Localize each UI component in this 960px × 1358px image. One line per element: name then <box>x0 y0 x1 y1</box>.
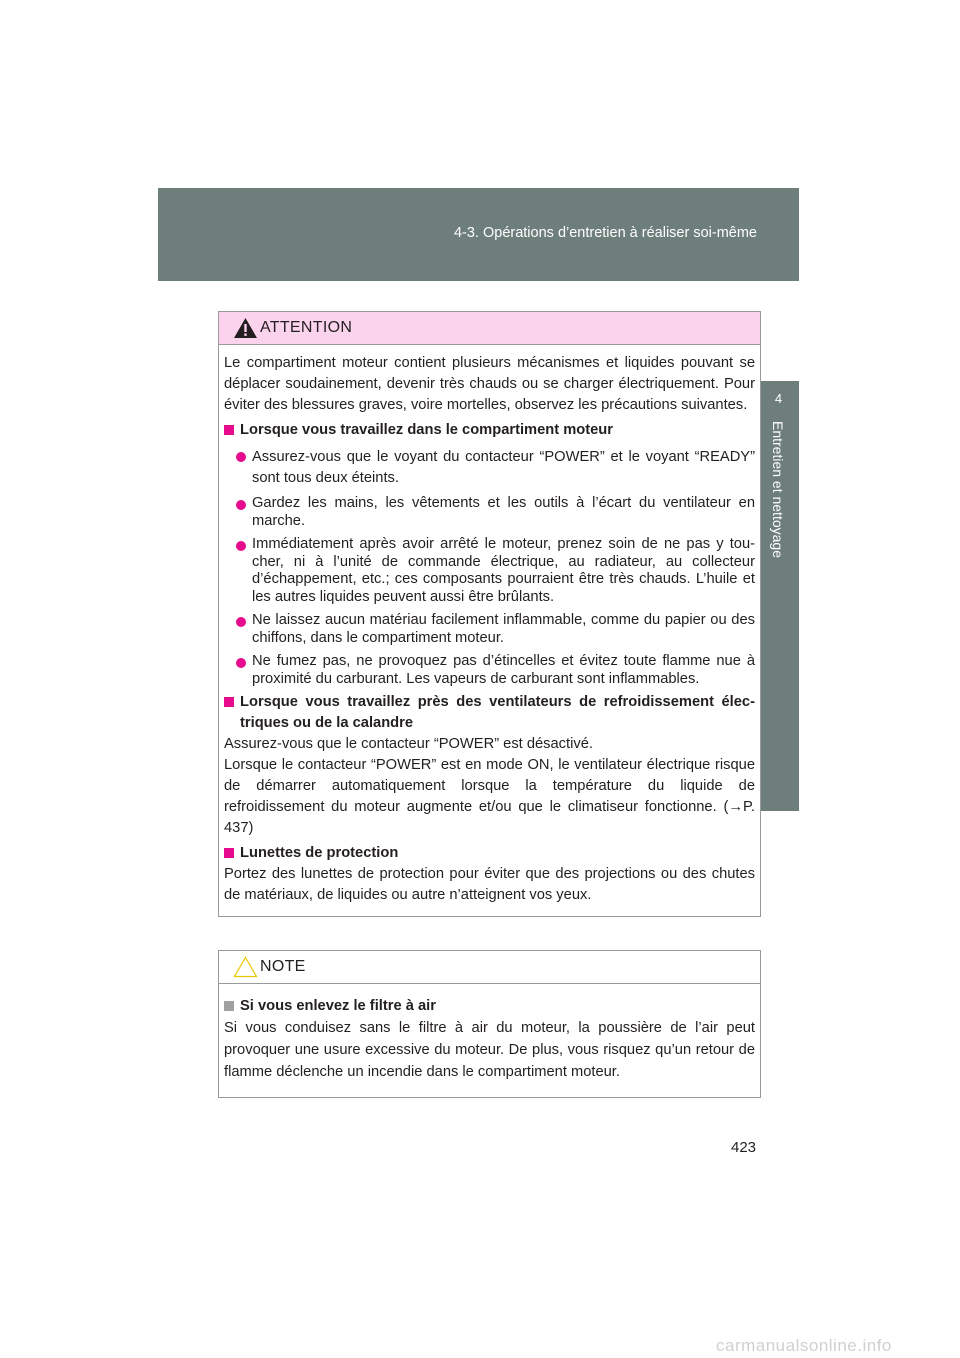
square-bullet-icon <box>224 848 234 858</box>
section-heading: Lorsque vous travaillez dans le compartiment moteur <box>224 420 755 441</box>
note-title: NOTE <box>260 958 306 975</box>
square-bullet-icon <box>224 697 234 707</box>
attention-title: ATTENTION <box>260 319 353 336</box>
page-number: 423 <box>731 1139 757 1156</box>
note-header <box>219 951 760 984</box>
square-bullet-icon <box>224 1001 234 1011</box>
section-title: 4-3. Opérations d’entretien à réaliser soi-même <box>453 225 757 241</box>
chapter-tab <box>758 381 799 811</box>
caution-outline-icon <box>233 956 258 978</box>
chapter-label: Entretien et nettoyage <box>770 421 786 558</box>
round-bullet-icon <box>236 500 246 510</box>
section-heading: Lorsque vous travaillez près des ventilateurs de refroidissement élec-triques ou de la calandre <box>224 692 755 734</box>
list-item: Gardez les mains, les vêtements et les outils à l’écart du ventilateur en marche. <box>236 495 755 530</box>
round-bullet-icon <box>236 658 246 668</box>
sidetab-spacer <box>758 281 799 381</box>
watermark: carmanualsonline.info <box>716 1336 892 1355</box>
round-bullet-icon <box>236 452 246 462</box>
chapter-number: 4 <box>774 391 783 406</box>
section-text: Si vous conduisez sans le filtre à air du moteur, la poussière de l’air peut provoquer une usure excessive du moteur. De plus, vous risquez qu’un retour de flamme déclenche un incendie dans le compartiment moteur. <box>224 1020 755 1080</box>
round-bullet-icon <box>236 541 246 551</box>
section-heading: Si vous enlevez le filtre à air <box>224 996 755 1017</box>
attention-box <box>218 311 761 917</box>
warning-icon <box>233 317 258 339</box>
section-text: Assurez-vous que le contacteur “POWER” est désactivé. <box>224 736 593 752</box>
chapter-label-wrap <box>770 421 788 801</box>
list-item: Immédiatement après avoir arrêté le moteur, prenez soin de ne pas y tou-cher, ni à l’unité de commande électrique, au radiateur, au collecteur d’échappement, etc.; ces composants pourraient être très chauds. L’huile et les autres liquides peuvent aussi être brûlants. <box>236 536 755 606</box>
section-text: Lorsque le contacteur “POWER” est en mode ON, le ventilateur électrique risque de démarrer automatiquement lorsque la température du liquide de refroidissement du moteur augmente et/ou que le climatiseur fonctionne. (→P. 437) <box>224 757 755 836</box>
attention-header <box>219 312 760 345</box>
note-box <box>218 950 761 1098</box>
round-bullet-icon <box>236 617 246 627</box>
list-item: Ne laissez aucun matériau facilement inflammable, comme du papier ou des chiffons, dans le compartiment moteur. <box>236 612 755 647</box>
attention-intro: Le compartiment moteur contient plusieurs mécanismes et liquides pouvant se déplacer soudainement, devenir très chauds ou se charger électriquement. Pour éviter des blessures graves, voire mortelles, observez les précautions suivantes. <box>224 355 755 413</box>
section-heading: Lunettes de protection <box>224 843 755 864</box>
square-bullet-icon <box>224 425 234 435</box>
list-item: Ne fumez pas, ne provoquez pas d’étincelles et évitez toute flamme nue à proximité du carburant. Les vapeurs de carburant sont inflammables. <box>236 653 755 688</box>
section-header <box>158 188 799 281</box>
list-item: Assurez-vous que le voyant du contacteur “POWER” et le voyant “READY” sont tous deux éteints. <box>236 447 755 489</box>
section-text: Portez des lunettes de protection pour éviter que des projections ou des chutes de matériaux, de liquides ou autre n’atteignent vos yeux. <box>224 866 755 903</box>
